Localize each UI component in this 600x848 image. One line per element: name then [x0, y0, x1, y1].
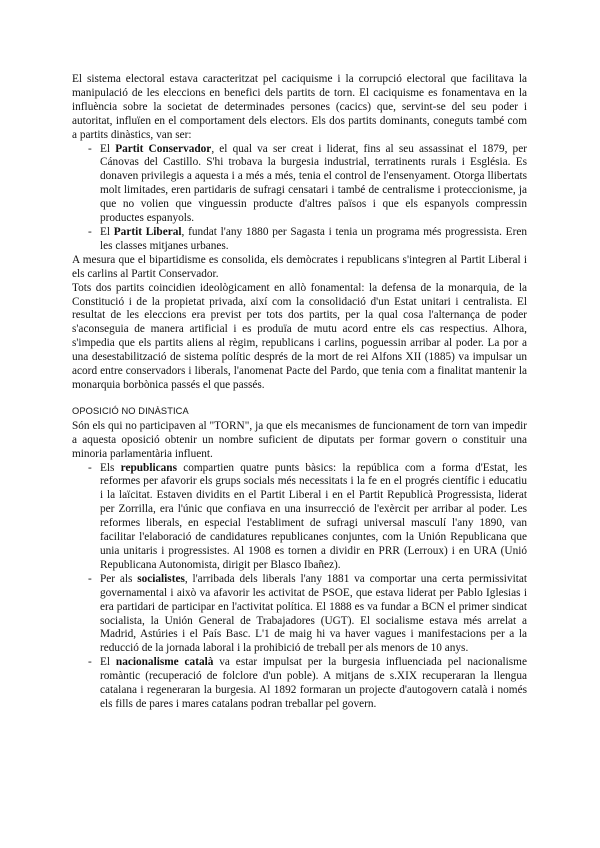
- list-item-liberal: [72, 226, 527, 254]
- item-pre: El: [100, 656, 116, 669]
- list-dash: -: [88, 142, 92, 155]
- item-text: , fundat l'any 1880 per Sagasta i tenia un programa més progressista. Eren les classes mitjanes urbanes.: [100, 225, 527, 252]
- item-text: , el qual va ser creat i liderat, fins al seu assassinat el 1879, per Cánovas del Castillo. S'hi trobava la burgesia industrial, terratinents rurals i Església. Es donaven privilegis a aquesta i a més a més, tenia el control de l'ensenyament. Otorga llibertats molt limitades, eren partidaris de sufragi censatari i també de centralisme i proteccionisme, ja que no volien que vinguessin producte d'altres països i que els espanyols compressin productes espanyols.: [100, 142, 527, 225]
- section-heading: OPOSICIÓ NO DINÀSTICA: [72, 405, 189, 416]
- ideology-paragraph: Tots dos partits coincidien ideològicament en allò fonamental: la defensa de la monarquia, de la Constitució i de la propietat privada, així com la consolidació d'un Estat unitari i centralista. El resultat de les eleccions era previst per tots dos partits, per la qual cosa l'alternança de poder s'aconseguia de manera artificial i es produïa de mutu acord entre els cas respectius. Alhora, s'impedia que els partits aliens al règim, republicans i carlins, poguessin arribar al poder. La por a una desestabilització de sistema polític després de la mort de rei Alfons XII (1885) va impulsar un acord entre conservadors i liberals, l'anomenat Pacte del Pardo, que tenia com a finalitat mantenir la monarquia borbònica passés el que passés.: [72, 281, 527, 391]
- intro-paragraph: El sistema electoral estava caracteritzat pel caciquisme i la corrupció electoral que facilitava la manipulació de les eleccions en benefici dels partits de torn. El caciquisme es fonamentava en la influència sobre la societat de determinades persones (cacics) que, servint-se del seu poder i autoritat, influïen en el comportament dels electors. Els dos partits dominants, coneguts també com a partits dinàstics, van ser:: [72, 73, 527, 141]
- list-dash: -: [88, 572, 92, 585]
- document-page: [72, 73, 527, 712]
- dynastic-parties-list: [72, 143, 527, 254]
- item-text: va estar impulsat per la burgesia influenciada pel nacionalisme romàntic (recuperació de folclore d'un poble). A mitjans de s.XIX recuperaran la llengua catalana i regeneraran la burgesia. Al 1892 formaran un projecte d'autogovern català i només els fills de pares i mares catalans podran treballar pel govern.: [100, 656, 527, 710]
- list-item-socialistes: [72, 573, 527, 656]
- opposition-intro-paragraph: Són els qui no participaven al "TORN", ja que els mecanismes de funcionament de torn van impedir a aquesta oposició obtenir un nombre suficient de diputats per formar govern o constituir una minoria parlamentària influent.: [72, 419, 527, 460]
- list-dash: -: [88, 656, 92, 669]
- item-pre: Els: [100, 461, 121, 474]
- list-item-nacionalisme: [72, 656, 527, 712]
- party-name-conservador: Partit Conservador: [115, 142, 212, 155]
- group-name-socialistes: socialistes: [137, 572, 185, 585]
- group-name-nacionalisme: nacionalisme català: [115, 656, 214, 669]
- bipartidisme-paragraph: A mesura que el bipartidisme es consolida, els demòcrates i republicans s'integren al Partit Liberal i els carlins al Partit Conservador.: [72, 253, 527, 280]
- party-name-liberal: Partit Liberal: [113, 225, 182, 238]
- list-item-republicans: [72, 462, 527, 573]
- item-pre: Per als: [100, 572, 138, 585]
- opposition-list: [72, 462, 527, 712]
- list-dash: -: [88, 225, 92, 238]
- item-text: , l'arribada dels liberals l'any 1881 va comportar una certa permissivitat governamental i això va afavorir les activitat de PSOE, que estava liderat per Pablo Iglesias i era partidari de participar en l'activitat política. El 1888 es va fundar a BCN el primer sindicat socialista, la Unión General de Trabajadores (UGT). El socialisme estava més arrelat a Madrid, Astúries i el País Basc. L'1 de maig hi va haver vagues i manifestacions per a la reducció de la jornada laboral i la prohibició de treball per als menors de 10 anys.: [100, 572, 527, 655]
- item-text: compartien quatre punts bàsics: la república com a forma d'Estat, les reformes per afavorir els grups socials més necessitats i la fe en el progrés científic i educatiu i la laïcitat. Estaven dividits en el Partit Liberal i en el Partit Republicà Progressista, liderat per Zorrilla, era l'únic que confiava en una insurrecció de l'exèrcit per arribar al poder. Les reformes liberals, en especial l'establiment de sufragi universal masculí l'any 1890, van facilitar l'elaboració de candidatures republicanes conjuntes, com la Unión Republicana que unia unitaris i progressistes. Al 1908 es tornen a dividir en PRR (Lerroux) i en URA (Unió Republicana Autonomista, dirigit per Blasco Ibañez).: [100, 461, 527, 571]
- group-name-republicans: republicans: [120, 461, 177, 474]
- item-pre: El: [100, 225, 114, 238]
- list-dash: -: [88, 461, 92, 474]
- item-pre: El: [100, 142, 116, 155]
- list-item-conservador: [72, 143, 527, 226]
